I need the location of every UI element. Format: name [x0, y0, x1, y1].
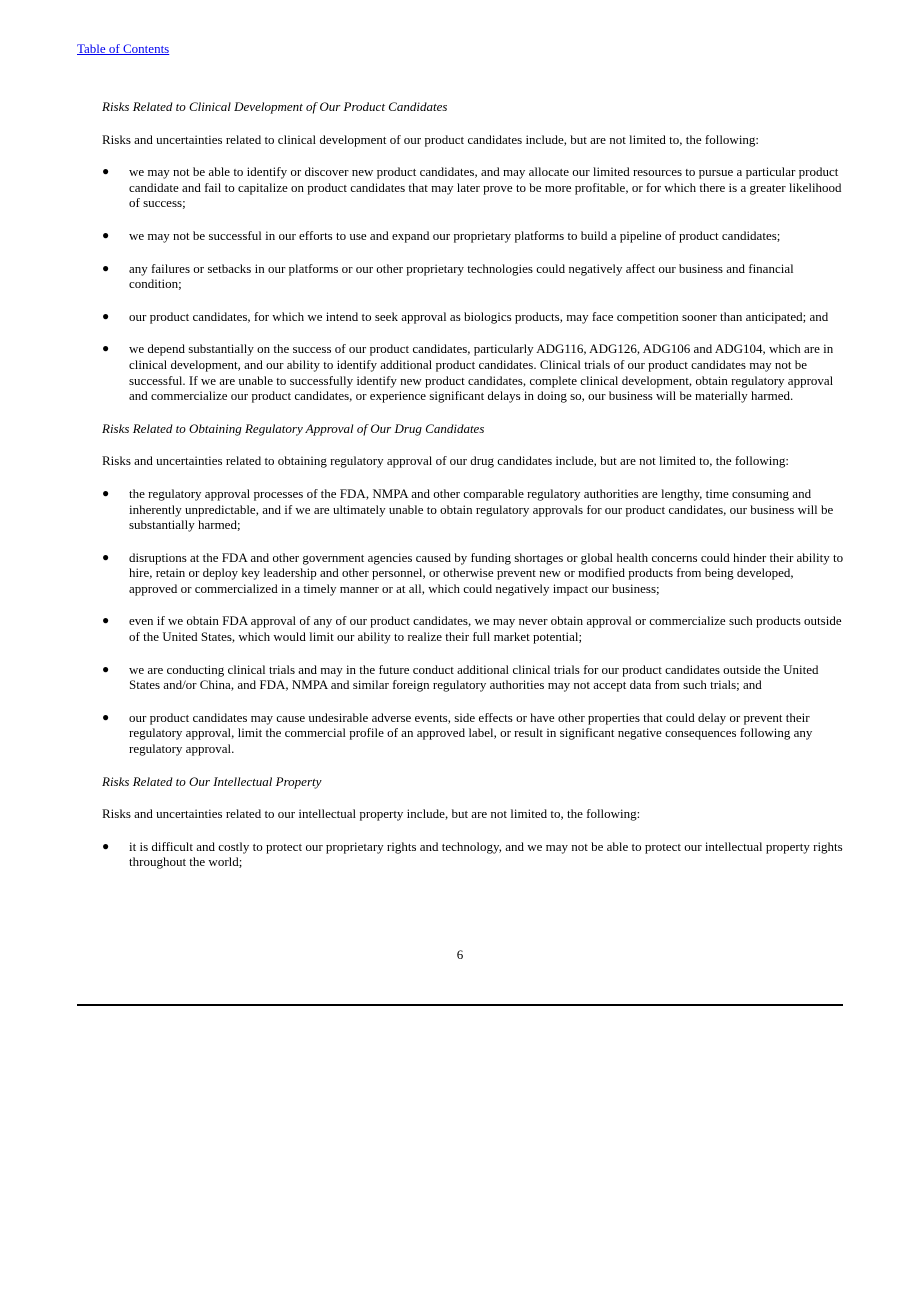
bullet-icon: ●: [102, 227, 110, 242]
bullet-icon: ●: [102, 341, 110, 356]
list-item-text: disruptions at the FDA and other government agencies caused by funding shortages or global health concerns could hinder their ability to hire, retain or deploy key leadership and other personnel, or otherwise prevent new or modified products from being developed, approved or commercialized in a timely manner or at all, which could negatively impact our business;: [129, 549, 844, 596]
list-item-text: our product candidates may cause undesirable adverse events, side effects or have other properties that could delay or prevent their regulatory approval, limit the commercial profile of an approved label, or result in significant negative consequences following any regulatory approval.: [129, 709, 813, 757]
list-item-text: even if we obtain FDA approval of any of our product candidates, we may never obtain approval or commercialize such products outside of the United States, which would limit our ability to realize their full market potential;: [129, 613, 842, 645]
bullet-list: [102, 839, 844, 870]
list-item-text: any failures or setbacks in our platforms or our other proprietary technologies could negatively affect our business and financial condition;: [129, 260, 794, 292]
bullet-icon: ●: [102, 260, 110, 275]
bullet-list: [102, 164, 844, 404]
list-item: [102, 164, 844, 211]
list-item-text: we may not be successful in our efforts to use and expand our proprietary platforms to build a pipeline of product candidates;: [129, 227, 781, 243]
list-item-text: it is difficult and costly to protect our proprietary rights and technology, and we may not be able to protect our intellectual property rights throughout the world;: [129, 838, 843, 870]
list-item: [102, 662, 844, 693]
bullet-list: [102, 486, 844, 757]
section-heading: Risks Related to Obtaining Regulatory Approval of Our Drug Candidates: [102, 420, 485, 436]
bullet-icon: ●: [102, 838, 110, 853]
bullet-icon: ●: [102, 164, 110, 179]
table-of-contents-link[interactable]: Table of Contents: [77, 41, 170, 56]
list-item: [102, 710, 844, 757]
document-body: [102, 99, 844, 887]
list-item-text: our product candidates, for which we intend to seek approval as biologics products, may face competition sooner than anticipated; and: [129, 308, 829, 324]
page-divider: [77, 1004, 843, 1006]
section-intro: Risks and uncertainties related to obtaining regulatory approval of our drug candidates include, but are not limited to, the following:: [102, 453, 790, 469]
page-number: 6: [456, 947, 464, 962]
section-heading: Risks Related to Our Intellectual Property: [102, 773, 322, 789]
bullet-icon: ●: [102, 661, 110, 676]
section-intro: Risks and uncertainties related to clinical development of our product candidates include, but are not limited to, the following:: [102, 131, 760, 147]
list-item-text: we depend substantially on the success of our product candidates, particularly ADG116, ADG126, ADG106 and ADG104, which are in clinical development, and our ability to identify additional product candidates. Clinical trials of our product candidates may not be successful. If we are unable to successfully identify new product candidates, complete clinical development, obtain regulatory approval and commercialize our product candidates, or experience significant delays in doing so, our business will be materially harmed.: [129, 341, 834, 404]
bullet-icon: ●: [102, 308, 110, 323]
bullet-icon: ●: [102, 485, 110, 500]
list-item: [102, 341, 844, 403]
bullet-icon: ●: [102, 613, 110, 628]
list-item-text: the regulatory approval processes of the FDA, NMPA and other comparable regulatory authorities are lengthy, time consuming and inherently unpredictable, and if we are ultimately unable to obtain regulatory approvals for our product candidates, our business will be substantially harmed;: [129, 485, 834, 533]
list-item-text: we may not be able to identify or discover new product candidates, and may allocate our limited resources to pursue a particular product candidate and fail to capitalize on product candidates that may later prove to be more profitable, or for which there is a greater likelihood of success;: [129, 164, 842, 211]
section-heading: Risks Related to Clinical Development of Our Product Candidates: [102, 99, 448, 114]
list-item: [102, 486, 844, 533]
list-item: [102, 839, 844, 870]
bullet-icon: ●: [102, 549, 110, 564]
section-intro: Risks and uncertainties related to our intellectual property include, but are not limited to, the following:: [102, 806, 641, 822]
list-item: [102, 550, 844, 597]
list-item: [102, 228, 844, 244]
list-item-text: we are conducting clinical trials and may in the future conduct additional clinical trials for our product candidates outside the United States and/or China, and FDA, NMPA and similar foreign regulatory authorities may not accept data from such trials; and: [129, 661, 819, 693]
list-item: [102, 261, 844, 292]
list-item: [102, 309, 844, 325]
bullet-icon: ●: [102, 709, 110, 724]
list-item: [102, 613, 844, 644]
